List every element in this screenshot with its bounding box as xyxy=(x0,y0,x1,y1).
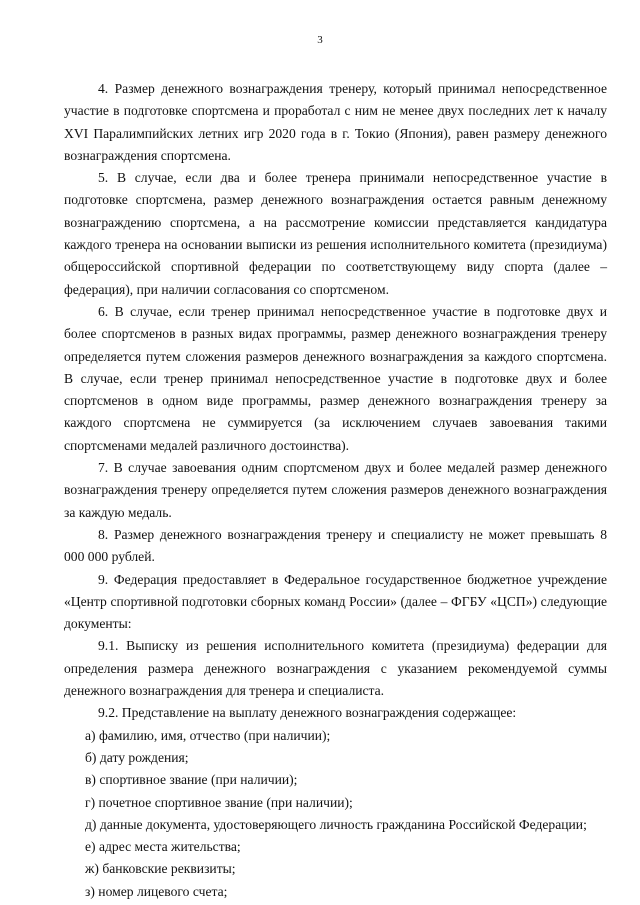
document-body xyxy=(64,78,607,903)
list-item-g: г) почетное спортивное звание (при наличии); xyxy=(85,794,353,810)
list-item-e: е) адрес места жительства; xyxy=(85,839,241,855)
paragraph-5: 5. В случае, если два и более тренера принимали непосредственное участие в подготовке спортсмена, размер денежного вознаграждения остается равным денежному вознаграждению спортсмена, а на рассмотрение комиссии представляется кандидатура каждого тренера на основании выписки из решения исполнительного комитета (президиума) общероссийской спортивной федерации по соответствующему виду спорта (далее – федерация), при наличии согласования со спортсменом. xyxy=(64,170,607,297)
list-item-v: в) спортивное звание (при наличии); xyxy=(85,772,298,788)
list-item-b: б) дату рождения; xyxy=(85,749,189,765)
paragraph-6: 6. В случае, если тренер принимал непосредственное участие в подготовке двух и более спортсменов в разных видах программы, размер денежного вознаграждения тренеру определяется путем сложения размеров денежного вознаграждения за каждого спортсмена. В случае, если тренер принимал непосредственное участие в подготовке двух и более спортсменов в одном виде программы, размер денежного вознаграждения тренеру за каждого спортсмена не суммируется (за исключением случаев завоевания такими спортсменами медалей различного достоинства). xyxy=(64,303,607,453)
paragraph-4: 4. Размер денежного вознаграждения тренеру, который принимал непосредственное участие в подготовке спортсмена и проработал с ним не менее двух последних лет к началу XVI Паралимпийских летних игр 2020 года в г. Токио (Япония), равен размеру денежного вознаграждения спортсмена. xyxy=(64,81,607,163)
paragraph-9-1: 9.1. Выписку из решения исполнительного комитета (президиума) федерации для определения размера денежного вознаграждения с указанием рекомендуемой суммы денежного вознаграждения для тренера и специалиста. xyxy=(64,638,607,699)
list-item-z: з) номер лицевого счета; xyxy=(85,883,228,899)
paragraph-7: 7. В случае завоевания одним спортсменом двух и более медалей размер денежного вознаграждения тренеру определяется путем сложения размеров денежного вознаграждения за каждую медаль. xyxy=(64,460,607,520)
paragraph-8: 8. Размер денежного вознаграждения тренеру и специалисту не может превышать 8 000 000 рублей. xyxy=(64,526,607,565)
page-number: 3 xyxy=(317,34,323,46)
list-item-a: а) фамилию, имя, отчество (при наличии); xyxy=(85,727,331,743)
list-item-d: д) данные документа, удостоверяющего личность гражданина Российской Федерации; xyxy=(85,816,587,832)
paragraph-9-2: 9.2. Представление на выплату денежного вознаграждения содержащее: xyxy=(98,705,517,721)
paragraph-9: 9. Федерация предоставляет в Федеральное государственное бюджетное учреждение «Центр спортивной подготовки сборных команд России» (далее – ФГБУ «ЦСП») следующие документы: xyxy=(64,571,607,632)
list-item-zh: ж) банковские реквизиты; xyxy=(85,861,236,877)
